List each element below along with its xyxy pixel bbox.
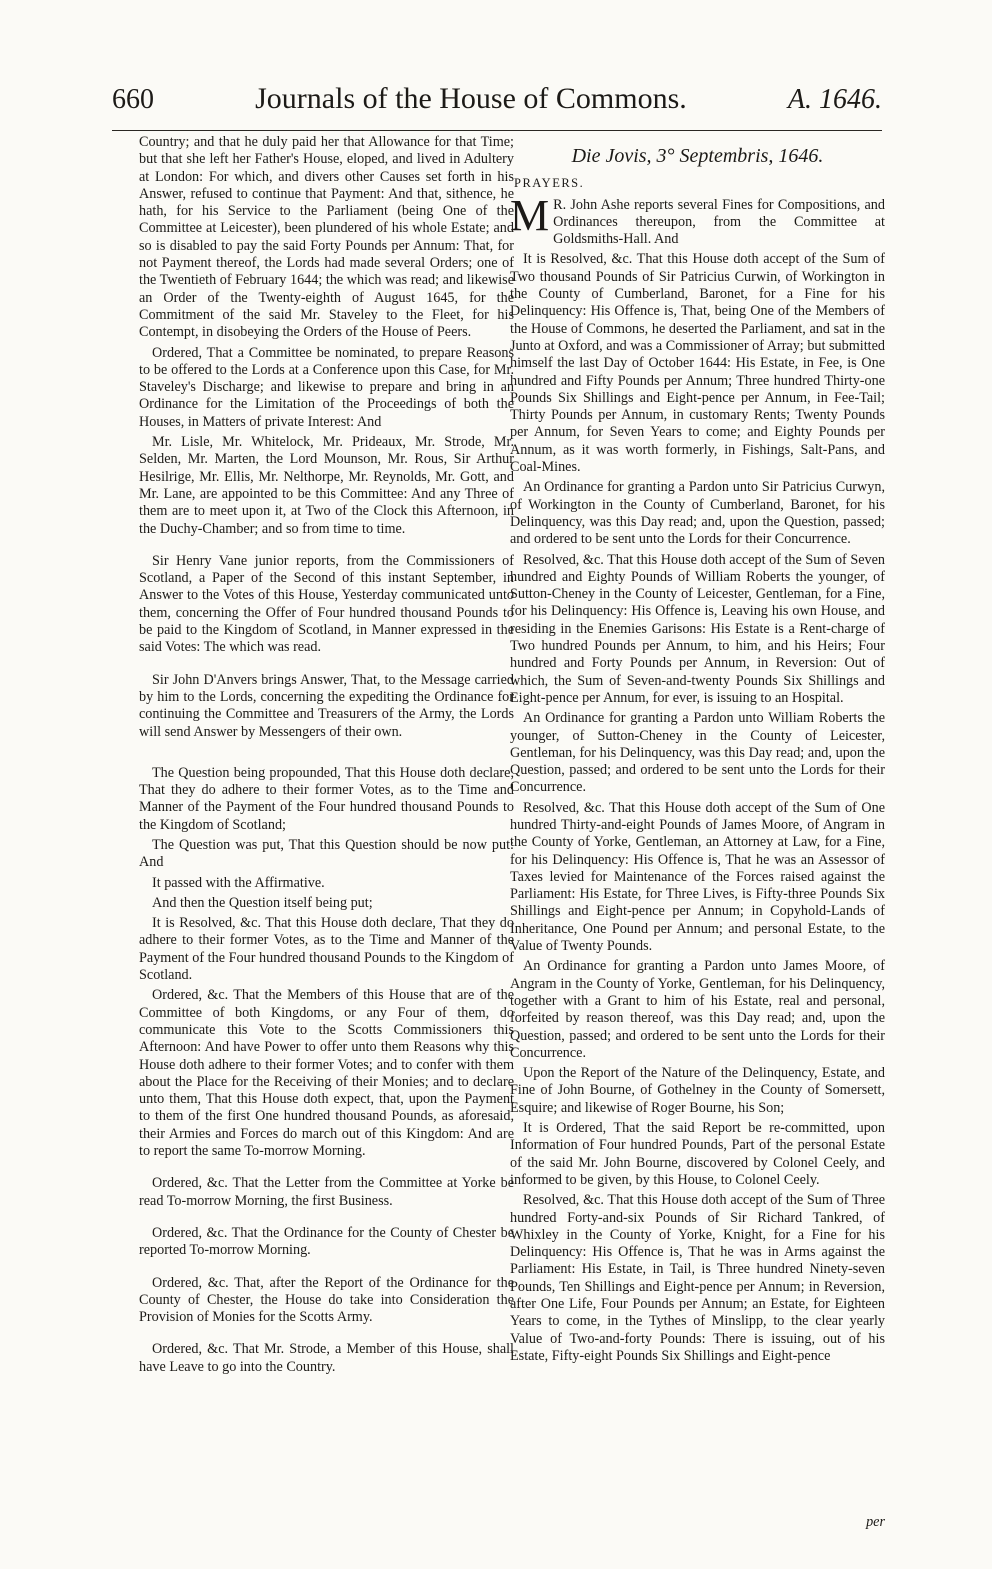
paragraph: Ordered, &c. That the Letter from the Committee at Yorke be read To-morrow Morning, the first Business. [139,1175,514,1209]
paragraph: It is Resolved, &c. That this House doth accept of the Sum of Two thousand Pounds of Sir Patricius Curwin, of Workington in the County of Cumberland, Baronet, for a Fine for his Delinquency: His Offence is, That, being One of the Members of the House of Commons, he deserted the Parliament, and sat in the Junto at Oxford, and was a Commissioner of Array; but submitted himself the last Day of October 1644: His Estate, in Fee, is One hundred and Fifty Pounds per Annum; Three hundred Thirty-one Pounds Six Shillings and Eight-pence per Annum, in Fee-Tail; Thirty Pounds per Annum, in customary Rents; Twenty Pounds per Annum, for Seven Years to come; and Eighty Pounds per Annum, as it was worth formerly, in Fishings, Salt-Pans, and Coal-Mines. [510,251,885,476]
running-year: A. 1646. [787,84,882,115]
left-column [139,134,514,1379]
page-number: 660 [112,84,154,115]
paragraph: Sir John D'Anvers brings Answer, That, to the Message carried by him to the Lords, concerning the expediting the Ordinance for continuing the Committee and Treasurers of the Army, the Lords will send Answer by Messengers of their own. [139,671,514,740]
paragraph: It passed with the Affirmative. [152,874,325,891]
paragraph: Country; and that he duly paid her that Allowance for that Time; but that she left her Father's House, eloped, and lived in Adultery at London: For which, and divers other Causes set forth in his Answer, refused to continue that Payment: And that, sithence, he hath, for his Service to the Parliament (being One of the Committee at Leicester), been plundered of his whole Estate; and so is disabled to pay the said Forty Pounds per Annum: That, for not Payment thereof, the Lords had made several Orders; one of the Twentieth of February 1644; the which was read; and likewise an Order of the Twenty-eighth of August 1645, for the Commitment of the said Mr. Staveley to the Fleet, for his Contempt, in disobeying the Orders of the House of Peers. [139,134,514,341]
paragraph: Resolved, &c. That this House doth accept of the Sum of Three hundred Forty-and-six Pounds of Sir Richard Tankred, of Whixley in the County of Yorke, Knight, for a Fine for his Delinquency: His Offence is, That he was in Arms against the Parliament: His Estate, in Tail, is Three hundred Ninety-seven Pounds, Ten Shillings and Eight-pence per Annum; in Reversion, after One Life, Four Pounds per Annum; an Estate, for Eighteen Years to come, in the Tythes of Minslipp, to the clear yearly Value of Two-and-forty Pounds: There is issuing, out of his Estate, Fifty-eight Pounds Six Shillings and Eight-pence [510,1192,885,1364]
prayers-heading: PRAYERS. [514,176,585,191]
paragraph: Sir Henry Vane junior reports, from the Commissioners of Scotland, a Paper of the Second of this instant September, in Answer to the Votes of this House, Yesterday communicated unto them, concerning the Offer of Four hundred thousand Pounds to be paid to the Kingdom of Scotland, in Manner expressed in the said Votes: The which was read. [139,552,514,656]
right-column [510,134,885,1368]
running-title: Journals of the House of Commons. [255,82,687,115]
paragraph: Resolved, &c. That this House doth accept of the Sum of One hundred Thirty-and-eight Pounds of James Moore, of Angram in the County of Yorke, Gentleman, an Attorney at Law, for a Fine, for his Delinquency: His Offence is, That he was an Assessor of Taxes levied for Maintenance of the Forces raised against the Parliament: His Estate, for Three Lives, is Fifty-three Pounds Six Shillings and Eight-pence per Annum; in Copyhold-Lands of Inheritance, One Pound per Annum; and personal Estate, to the Value of Twenty Pounds. [510,799,885,955]
paragraph: An Ordinance for granting a Pardon unto James Moore, of Angram in the County of Yorke, Gentleman, for his Delinquency, together with a Grant to him of his Estate, real and personal, forfeited by reason thereof, was this Day read; and, upon the Question, passed; and ordered to be sent unto the Lords for their Concurrence. [510,958,885,1061]
paragraph: It is Ordered, That the said Report be re-committed, upon Information of Four hundred Pounds, Part of the personal Estate of the said Mr. John Bourne, discovered by Colonel Ceely, and informed to be given, by this House, to Colonel Ceely. [510,1120,885,1188]
paragraph: Resolved, &c. That this House doth accept of the Sum of Seven hundred and Eighty Pounds of William Roberts the younger, of Sutton-Cheney in the County of Leicester, Gentleman, for a Fine, for his Delinquency: His Offence is, Leaving his own House, and residing in the Enemies Garisons: His Estate is a Rent-charge of Two hundred Pounds per Annum, to him, and his Heirs; Four hundred and Forty Pounds per Annum, in Reversion: Out of which, the Sum of Seven-and-twenty Pounds Six Shillings and Eight-pence per Annum, for ever, is issuing to an Hospital. [510,551,885,706]
paragraph: Ordered, That a Committee be nominated, to prepare Reasons to be offered to the Lords at a Conference upon this Case, for Mr. Staveley's Discharge; and likewise to prepare and bring in an Ordinance for the Limitation of the Proceedings of both the Houses, in Matters of private Interest: And [139,344,514,430]
paragraph: The Question being propounded, That this House doth declare, That they do adhere to their former Votes, as to the Time and Manner of the Payment of the Four hundred thousand Pounds to the Kingdom of Scotland; [139,764,514,833]
opening-text: R. John Ashe reports several Fines for Compositions, and Ordinances thereupon, from the Committee at Goldsmiths-Hall. And [553,196,885,248]
paragraph: Mr. Lisle, Mr. Whitelock, Mr. Prideaux, Mr. Strode, Mr. Selden, Mr. Marten, the Lord Mounson, Mr. Rous, Sir Arthur Hesilrige, Mr. Ellis, Mr. Nelthorpe, Mr. Reynolds, Mr. Gott, and Mr. Lane, are appointed to be this Committee: And any Three of them are to meet upon it, at Two of the Clock this Afternoon, in the Duchy-Chamber; and so from time to time. [139,434,514,537]
opening-paragraph [510,190,885,249]
paragraph: Ordered, &c. That the Ordinance for the County of Chester be reported To-morrow Morning. [139,1224,514,1259]
paragraph: Ordered, &c. That Mr. Strode, a Member of this House, shall have Leave to go into the Country. [139,1341,514,1375]
page-header [112,82,882,131]
drop-cap: M [510,190,550,240]
catchword: per [866,1514,885,1530]
paragraph: The Question was put, That this Question should be now put: And [139,836,514,871]
paragraph: An Ordinance for granting a Pardon unto Sir Patricius Curwyn, of Workington in the County of Cumberland, Baronet, for his Delinquency, was this Day read; and, upon the Question, passed; and ordered to be sent unto the Lords for their Concurrence. [510,479,885,548]
paragraph: An Ordinance for granting a Pardon unto William Roberts the younger, of Sutton-Cheney in the County of Leicester, Gentleman, for his Delinquency, was this Day read; and, upon the Question, passed; and ordered to be sent unto the Lords for their Concurrence. [510,710,885,796]
paragraph: It is Resolved, &c. That this House doth declare, That they do adhere to their former Votes, as to the Time and Manner of the Payment of the Four hundred thousand Pounds to the Kingdom of Scotland. [139,915,514,984]
paragraph: Ordered, &c. That the Members of this House that are of the Committee of both Kingdoms, or any Four of them, do communicate this Vote to the Scotts Commissioners this Afternoon: And have Power to offer unto them Reasons why this House doth adhere to their former Votes; and to confer with them about the Place for the Receiving of their Monies; and to declare unto them, That this House doth expect, that, upon the Payment to them of the first One hundred thousand Pounds, as aforesaid, their Armies and Forces do march out of this Kingdom: And are to report the same To-morrow Morning. [139,987,514,1160]
paragraph: And then the Question itself being put; [152,894,373,911]
dateline: Die Jovis, 3° Septembris, 1646. [571,145,824,167]
paragraph: Upon the Report of the Nature of the Delinquency, Estate, and Fine of John Bourne, of Gothelney in the County of Somersett, Esquire; and likewise of Roger Bourne, his Son; [510,1065,885,1116]
paragraph: Ordered, &c. That, after the Report of the Ordinance for the County of Chester, the House do take into Consideration the Provision of Monies for the Scotts Army. [139,1274,514,1326]
